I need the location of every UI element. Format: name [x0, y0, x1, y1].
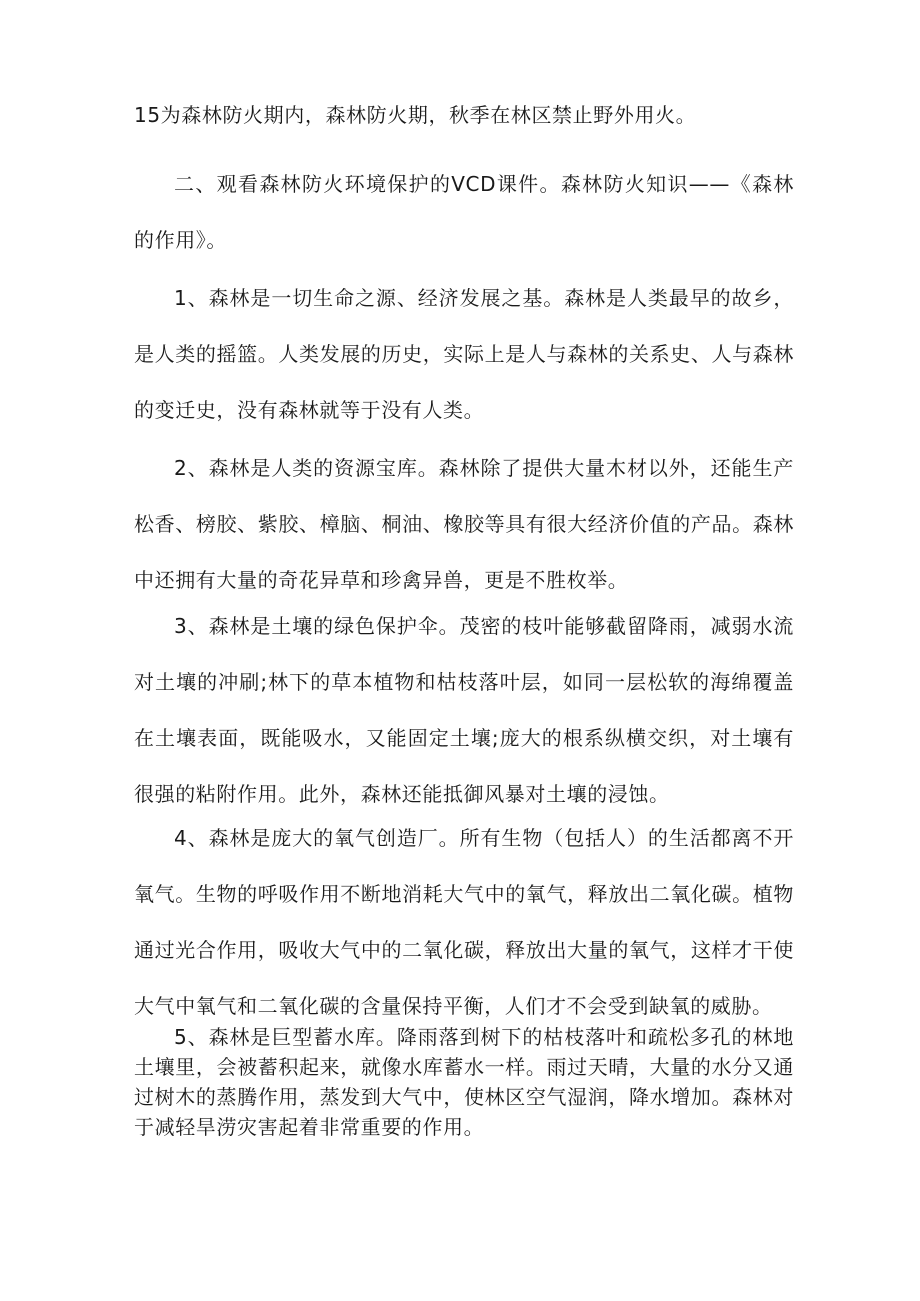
paragraph-forest-resource-treasury: 2、森林是人类的资源宝库。森林除了提供大量木材以外，还能生产松香、榜胶、紫胶、樟脑、桐油、橡胶等具有很大经济价值的产品。森林中还拥有大量的奇花异草和珍禽异兽，更是不胜枚举。	[134, 456, 794, 592]
paragraph-fire-season: 15为森林防火期内，森林防火期，秋季在林区禁止野外用火。	[134, 103, 697, 127]
paragraph-forest-source-of-life: 1、森林是一切生命之源、经济发展之基。森林是人类最早的故乡，是人类的摇篮。人类发展的历史，实际上是人与森林的关系史、人与森林的变迁史，没有森林就等于没有人类。	[134, 286, 794, 422]
paragraph-forest-soil-protection: 3、森林是土壤的绿色保护伞。茂密的枝叶能够截留降雨，减弱水流对土壤的冲刷;林下的草本植物和枯枝落叶层，如同一层松软的海绵覆盖在土壤表面，既能吸水，又能固定土壤;庞大的根系纵横交织，对土壤有很强的粘附作用。此外，森林还能抵御风暴对土壤的浸蚀。	[134, 614, 794, 806]
paragraph-vcd-courseware: 二、观看森林防火环境保护的VCD课件。森林防火知识——《森林的作用》。	[134, 172, 794, 252]
paragraph-forest-oxygen-factory: 4、森林是庞大的氧气创造厂。所有生物（包括人）的生活都离不开氧气。生物的呼吸作用不断地消耗大气中的氧气，释放出二氧化碳。植物通过光合作用，吸收大气中的二氧化碳，释放出大量的氧气，这样才干使大气中氧气和二氧化碳的含量保持平衡，人们才不会受到缺氧的威胁。	[134, 826, 794, 1018]
paragraph-forest-water-reservoir: 5、森林是巨型蓄水库。降雨落到树下的枯枝落叶和疏松多孔的林地土壤里，会被蓄积起来，就像水库蓄水一样。雨过天晴，大量的水分又通过树木的蒸腾作用，蒸发到大气中，使林区空气湿润，降水增加。森林对于减轻旱涝灾害起着非常重要的作用。	[134, 1025, 794, 1139]
